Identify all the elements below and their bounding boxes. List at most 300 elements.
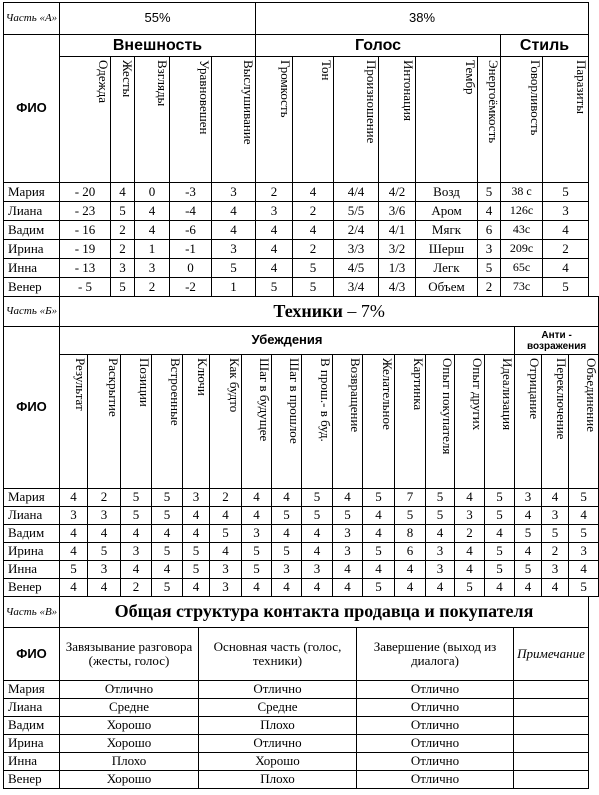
table-cell: 5: [426, 489, 455, 507]
row-name: Вадим: [4, 525, 60, 543]
table-cell: [514, 771, 589, 789]
table-cell: 3: [302, 561, 333, 579]
table-cell: 5: [569, 489, 599, 507]
table-cell: 5: [152, 579, 183, 597]
table-cell: 3: [60, 507, 88, 525]
table-cell: - 16: [60, 221, 111, 240]
table-cell: 3/3: [334, 240, 379, 259]
row-name: Мария: [4, 489, 60, 507]
table-cell: 2: [542, 543, 569, 561]
table-cell: 5: [426, 507, 455, 525]
table-cell: 4: [256, 259, 293, 278]
table-cell: 3: [210, 561, 242, 579]
row-name: Лиана: [4, 507, 60, 525]
part-b-title: [60, 297, 599, 327]
table-cell: Хорошо: [60, 771, 199, 789]
table-cell: 4/5: [334, 259, 379, 278]
group-header-persuasion: Убеждения: [60, 327, 515, 355]
table-cell: Средне: [60, 699, 199, 717]
table-cell: 5: [302, 507, 333, 525]
table-cell: 5: [515, 525, 542, 543]
table-cell: 4: [272, 525, 302, 543]
row-name: Венер: [4, 579, 60, 597]
table-cell: 4: [88, 525, 121, 543]
table-cell: 5: [272, 507, 302, 525]
table-cell: 3: [183, 489, 210, 507]
col-header: Возвращение: [333, 355, 363, 489]
table-cell: 5: [363, 543, 395, 561]
table-cell: - 5: [60, 278, 111, 297]
table-cell: 5: [485, 507, 515, 525]
group-header-appearance: Внешность: [60, 35, 256, 57]
table-cell: 3: [210, 579, 242, 597]
col-header: Опыт покупателя: [426, 355, 455, 489]
table-cell: Хорошо: [199, 753, 357, 771]
table-cell: 5: [183, 561, 210, 579]
table-row: [4, 735, 589, 753]
table-cell: 4: [333, 561, 363, 579]
table-cell: 5/5: [334, 202, 379, 221]
table-cell: Хорошо: [60, 717, 199, 735]
table-cell: 4: [543, 259, 589, 278]
table-cell: 5: [212, 259, 256, 278]
table-cell: 3: [478, 240, 501, 259]
table-cell: 5: [121, 489, 152, 507]
table-cell: 4: [60, 543, 88, 561]
table-cell: Отлично: [199, 735, 357, 753]
table-cell: 3: [569, 543, 599, 561]
table-cell: 4: [302, 525, 333, 543]
table-cell: 4: [543, 221, 589, 240]
table-cell: 4: [426, 525, 455, 543]
table-cell: 5: [256, 278, 293, 297]
table-cell: 6: [395, 543, 426, 561]
col-header: Идеализация: [485, 355, 515, 489]
table-cell: 5: [111, 278, 135, 297]
col-header: Энергоёмкость: [478, 57, 501, 183]
col-header-main-part: Основная часть (голос, техники): [199, 628, 357, 681]
col-header: Картинка: [395, 355, 426, 489]
table-cell: 4: [210, 507, 242, 525]
table-cell: - 13: [60, 259, 111, 278]
table-cell: Отлично: [60, 681, 199, 699]
table-cell: 4: [426, 579, 455, 597]
table-cell: 3: [333, 543, 363, 561]
table-cell: 4: [569, 507, 599, 525]
table-cell: 4: [333, 489, 363, 507]
table-cell: 5: [183, 543, 210, 561]
table-cell: - 19: [60, 240, 111, 259]
table-cell: 209с: [501, 240, 543, 259]
table-cell: 5: [543, 183, 589, 202]
table-cell: Отлично: [357, 735, 514, 753]
table-cell: 5: [333, 507, 363, 525]
table-cell: 4: [515, 543, 542, 561]
table-cell: 5: [515, 561, 542, 579]
table-cell: 4: [363, 525, 395, 543]
row-name: Венер: [4, 771, 60, 789]
table-row: [4, 278, 589, 297]
col-header: Жесты: [111, 57, 135, 183]
part-c-fio-header: ФИО: [4, 628, 60, 681]
table-cell: 5: [302, 489, 333, 507]
table-cell: 5: [485, 543, 515, 561]
table-cell: 4: [333, 579, 363, 597]
table-cell: 4: [135, 202, 170, 221]
col-header-note: Примечание: [514, 628, 589, 681]
table-cell: 1/3: [379, 259, 416, 278]
table-cell: 4: [542, 579, 569, 597]
table-row: [4, 507, 599, 525]
part-c-label: Часть «В»: [4, 597, 60, 628]
table-cell: 5: [272, 543, 302, 561]
table-row: [4, 489, 599, 507]
document-page: [3, 2, 599, 789]
table-cell: Плохо: [60, 753, 199, 771]
table-cell: 2: [293, 202, 334, 221]
table-cell: 5: [152, 489, 183, 507]
col-header: Произношение: [334, 57, 379, 183]
table-row: [4, 543, 599, 561]
part-c-table: [3, 596, 589, 789]
table-cell: 3: [256, 202, 293, 221]
table-cell: 4: [135, 221, 170, 240]
col-header: Громкость: [256, 57, 293, 183]
table-cell: -3: [170, 183, 212, 202]
table-cell: 4/1: [379, 221, 416, 240]
table-cell: 4: [256, 240, 293, 259]
table-cell: Мягк: [416, 221, 478, 240]
table-cell: 2: [293, 240, 334, 259]
table-cell: 6: [478, 221, 501, 240]
part-a-table: [3, 2, 589, 297]
table-cell: 5: [543, 278, 589, 297]
table-cell: 5: [242, 561, 272, 579]
row-name: Инна: [4, 259, 60, 278]
table-cell: 7: [395, 489, 426, 507]
part-b-table: [3, 296, 599, 597]
table-cell: 5: [152, 507, 183, 525]
table-cell: 4: [242, 489, 272, 507]
table-cell: - 20: [60, 183, 111, 202]
col-header: В прош.- в буд.: [302, 355, 333, 489]
part-c-title: Общая структура контакта продавца и покупателя: [60, 597, 589, 628]
table-cell: 4/3: [379, 278, 416, 297]
part-a-pct-right: 38%: [256, 3, 589, 35]
col-header: Шаг в будущее: [242, 355, 272, 489]
table-cell: 3: [121, 543, 152, 561]
table-cell: 5: [485, 561, 515, 579]
table-cell: 3/6: [379, 202, 416, 221]
table-cell: 4: [455, 561, 485, 579]
table-row: [4, 525, 599, 543]
table-cell: 4: [485, 525, 515, 543]
table-cell: 73с: [501, 278, 543, 297]
table-cell: 4: [60, 489, 88, 507]
col-header: Выслушивание: [212, 57, 256, 183]
table-cell: 4: [183, 579, 210, 597]
table-cell: 3: [242, 525, 272, 543]
table-cell: 2: [121, 579, 152, 597]
table-cell: 4: [478, 202, 501, 221]
table-cell: 2: [478, 278, 501, 297]
table-row: [4, 753, 589, 771]
table-cell: 4: [363, 507, 395, 525]
table-cell: 5: [569, 579, 599, 597]
table-cell: Шерш: [416, 240, 478, 259]
table-cell: 3/4: [334, 278, 379, 297]
table-cell: 4: [212, 202, 256, 221]
table-cell: 3: [88, 507, 121, 525]
table-cell: 5: [478, 259, 501, 278]
part-a-pct-left: 55%: [60, 3, 256, 35]
table-cell: Плохо: [199, 717, 357, 735]
table-cell: 3: [212, 183, 256, 202]
row-name: Вадим: [4, 221, 60, 240]
table-cell: 4: [455, 543, 485, 561]
table-cell: 4: [395, 561, 426, 579]
table-cell: 4: [212, 221, 256, 240]
table-cell: 4: [242, 579, 272, 597]
table-cell: 3: [426, 561, 455, 579]
table-cell: 5: [478, 183, 501, 202]
table-cell: 2/4: [334, 221, 379, 240]
table-cell: 4: [455, 489, 485, 507]
part-a-label: Часть «А»: [4, 3, 60, 35]
table-cell: 1: [212, 278, 256, 297]
table-row: [4, 221, 589, 240]
table-cell: -4: [170, 202, 212, 221]
table-cell: 3: [542, 507, 569, 525]
col-header: Результат: [60, 355, 88, 489]
table-cell: Плохо: [199, 771, 357, 789]
table-cell: -2: [170, 278, 212, 297]
table-cell: 4: [302, 579, 333, 597]
row-name: Мария: [4, 183, 60, 202]
col-header: Интонация: [379, 57, 416, 183]
col-header: Тембр: [416, 57, 478, 183]
table-cell: 4: [152, 525, 183, 543]
table-cell: 4: [302, 543, 333, 561]
table-cell: 5: [121, 507, 152, 525]
table-row: [4, 202, 589, 221]
table-cell: 4/2: [379, 183, 416, 202]
col-header: Паразиты: [543, 57, 589, 183]
col-header: Ключи: [183, 355, 210, 489]
col-header: Тон: [293, 57, 334, 183]
table-cell: 4: [60, 525, 88, 543]
col-header: Встроенные: [152, 355, 183, 489]
table-cell: 4: [183, 507, 210, 525]
table-cell: -6: [170, 221, 212, 240]
table-row: [4, 699, 589, 717]
col-header: Уравновешен: [170, 57, 212, 183]
table-cell: 38 с: [501, 183, 543, 202]
table-cell: 4: [515, 579, 542, 597]
table-cell: -1: [170, 240, 212, 259]
table-cell: 4: [121, 561, 152, 579]
table-cell: 5: [293, 278, 334, 297]
table-cell: 4: [111, 183, 135, 202]
table-cell: Аром: [416, 202, 478, 221]
group-header-voice: Голос: [256, 35, 501, 57]
table-row: [4, 771, 589, 789]
part-b-label: Часть «Б»: [4, 297, 60, 327]
table-cell: [514, 717, 589, 735]
table-row: [4, 579, 599, 597]
table-cell: 4: [210, 543, 242, 561]
table-cell: 1: [135, 240, 170, 259]
table-cell: 4: [272, 489, 302, 507]
table-cell: 5: [569, 525, 599, 543]
row-name: Ирина: [4, 543, 60, 561]
table-cell: 126с: [501, 202, 543, 221]
table-cell: Отлично: [357, 717, 514, 735]
row-name: Инна: [4, 561, 60, 579]
table-cell: 5: [210, 525, 242, 543]
row-name: Лиана: [4, 202, 60, 221]
group-header-style: Стиль: [501, 35, 589, 57]
table-cell: 3: [88, 561, 121, 579]
table-cell: 4: [242, 507, 272, 525]
col-header: Желательное: [363, 355, 395, 489]
table-cell: 2: [111, 221, 135, 240]
table-cell: Объем: [416, 278, 478, 297]
table-cell: Отлично: [357, 753, 514, 771]
table-cell: 4: [363, 561, 395, 579]
table-cell: 3: [543, 202, 589, 221]
table-cell: 4: [293, 183, 334, 202]
table-cell: 3: [515, 489, 542, 507]
table-cell: 4: [88, 579, 121, 597]
table-cell: 5: [152, 543, 183, 561]
table-cell: Отлично: [357, 771, 514, 789]
table-cell: 4: [542, 489, 569, 507]
table-cell: - 23: [60, 202, 111, 221]
table-cell: 0: [170, 259, 212, 278]
table-cell: 2: [88, 489, 121, 507]
row-name: Мария: [4, 681, 60, 699]
row-name: Венер: [4, 278, 60, 297]
table-cell: 2: [543, 240, 589, 259]
col-header: Как будто: [210, 355, 242, 489]
table-cell: Отлично: [357, 681, 514, 699]
table-cell: 65с: [501, 259, 543, 278]
table-cell: 3: [272, 561, 302, 579]
col-header: Говорливость: [501, 57, 543, 183]
table-cell: 3/2: [379, 240, 416, 259]
table-cell: 3: [426, 543, 455, 561]
col-header: Отрицание: [515, 355, 542, 489]
table-cell: 4: [60, 579, 88, 597]
col-header: Взгляды: [135, 57, 170, 183]
table-cell: 5: [395, 507, 426, 525]
col-header: Опыт других: [455, 355, 485, 489]
table-row: [4, 240, 589, 259]
table-cell: 2: [210, 489, 242, 507]
table-cell: 2: [455, 525, 485, 543]
table-cell: Средне: [199, 699, 357, 717]
row-name: Ирина: [4, 735, 60, 753]
col-header-opening: Завязывание разговора (жесты, голос): [60, 628, 199, 681]
table-cell: Хорошо: [60, 735, 199, 753]
table-cell: 3: [455, 507, 485, 525]
table-cell: [514, 753, 589, 771]
table-cell: [514, 699, 589, 717]
table-cell: 5: [363, 579, 395, 597]
col-header: Одежда: [60, 57, 111, 183]
table-cell: 8: [395, 525, 426, 543]
row-name: Ирина: [4, 240, 60, 259]
table-cell: 3: [212, 240, 256, 259]
table-cell: 5: [542, 525, 569, 543]
table-cell: Отлично: [199, 681, 357, 699]
col-header: Раскрытие: [88, 355, 121, 489]
table-cell: Возд: [416, 183, 478, 202]
table-cell: 4: [256, 221, 293, 240]
table-cell: 4: [272, 579, 302, 597]
row-name: Инна: [4, 753, 60, 771]
table-cell: 5: [242, 543, 272, 561]
table-cell: 4: [152, 561, 183, 579]
table-cell: 5: [60, 561, 88, 579]
table-cell: 3: [542, 561, 569, 579]
col-header-closing: Завершение (выход из диалога): [357, 628, 514, 681]
table-row: [4, 561, 599, 579]
table-cell: 4: [395, 579, 426, 597]
col-header: Шаг в прошлое: [272, 355, 302, 489]
table-cell: 5: [455, 579, 485, 597]
table-cell: 4: [569, 561, 599, 579]
table-cell: 5: [485, 489, 515, 507]
part-b-fio-header: ФИО: [4, 327, 60, 489]
table-cell: 5: [111, 202, 135, 221]
table-cell: Отлично: [357, 699, 514, 717]
part-a-fio-header: ФИО: [4, 35, 60, 183]
table-cell: 5: [293, 259, 334, 278]
group-header-anti-objections: Анти - возражения: [515, 327, 599, 355]
row-name: Лиана: [4, 699, 60, 717]
col-header: Переключение: [542, 355, 569, 489]
table-row: [4, 183, 589, 202]
table-cell: 4/4: [334, 183, 379, 202]
table-cell: [514, 735, 589, 753]
table-cell: Легк: [416, 259, 478, 278]
table-cell: 3: [333, 525, 363, 543]
table-cell: 5: [88, 543, 121, 561]
table-cell: 4: [293, 221, 334, 240]
row-name: Вадим: [4, 717, 60, 735]
table-row: [4, 259, 589, 278]
table-row: [4, 717, 589, 735]
table-cell: [514, 681, 589, 699]
table-cell: 2: [256, 183, 293, 202]
col-header: Позиции: [121, 355, 152, 489]
table-cell: 2: [111, 240, 135, 259]
col-header: Объединение: [569, 355, 599, 489]
table-cell: 4: [485, 579, 515, 597]
table-cell: 43с: [501, 221, 543, 240]
part-b-title-main: Техники: [273, 300, 343, 321]
table-cell: 4: [515, 507, 542, 525]
table-cell: 0: [135, 183, 170, 202]
table-cell: 3: [111, 259, 135, 278]
table-cell: 4: [121, 525, 152, 543]
table-cell: 3: [135, 259, 170, 278]
table-cell: 4: [183, 525, 210, 543]
table-row: [4, 681, 589, 699]
part-b-title-pct: – 7%: [342, 300, 385, 321]
